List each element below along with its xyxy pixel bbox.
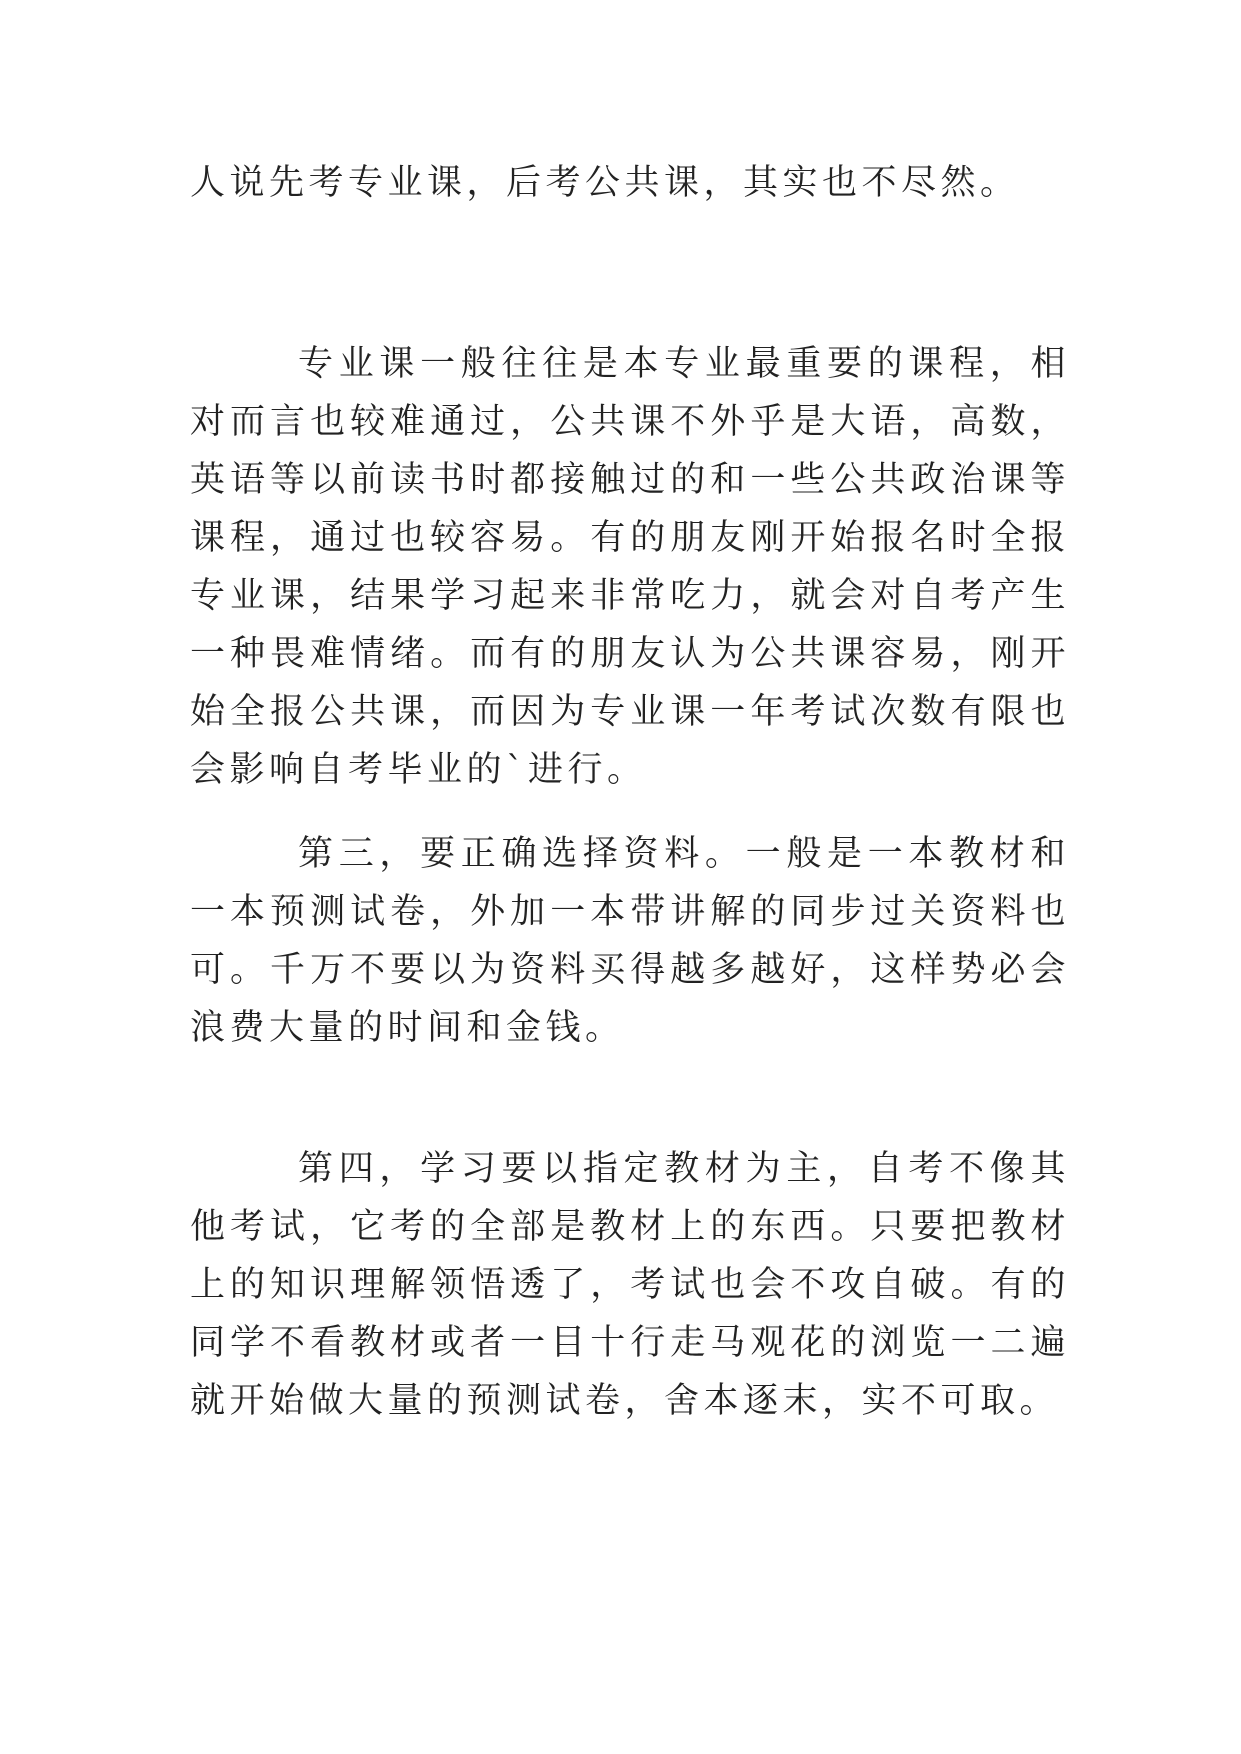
paragraph-third-point: 第三，要正确选择资料。一般是一本教材和一本预测试卷，外加一本带讲解的同步过关资料也可。千万不要以为资料买得越多越好，这样势必会浪费大量的时间和金钱。 xyxy=(190,834,1070,1048)
paragraph-major-courses: 专业课一般往往是本专业最重要的课程，相对而言也较难通过，公共课不外乎是大语，高数，英语等以前读书时都接触过的和一些公共政治课等课程，通过也较容易。有的朋友刚开始报名时全报专业课，结果学习起来非常吃力，就会对自考产生一种畏难情绪。而有的朋友认为公共课容易，刚开始全报公共课，而因为专业课一年考试次数有限也会影响自考毕业的`进行。 xyxy=(190,344,1070,790)
paragraph-fourth-point: 第四，学习要以指定教材为主，自考不像其他考试，它考的全部是教材上的东西。只要把教材上的知识理解领悟透了，考试也会不攻自破。有的同学不看教材或者一目十行走马观花的浏览一二遍就开始做大量的预测试卷，舍本逐末，实不可取。 xyxy=(190,1149,1070,1421)
paragraph-continuation: 人说先考专业课，后考公共课，其实也不尽然。 xyxy=(190,163,1020,203)
